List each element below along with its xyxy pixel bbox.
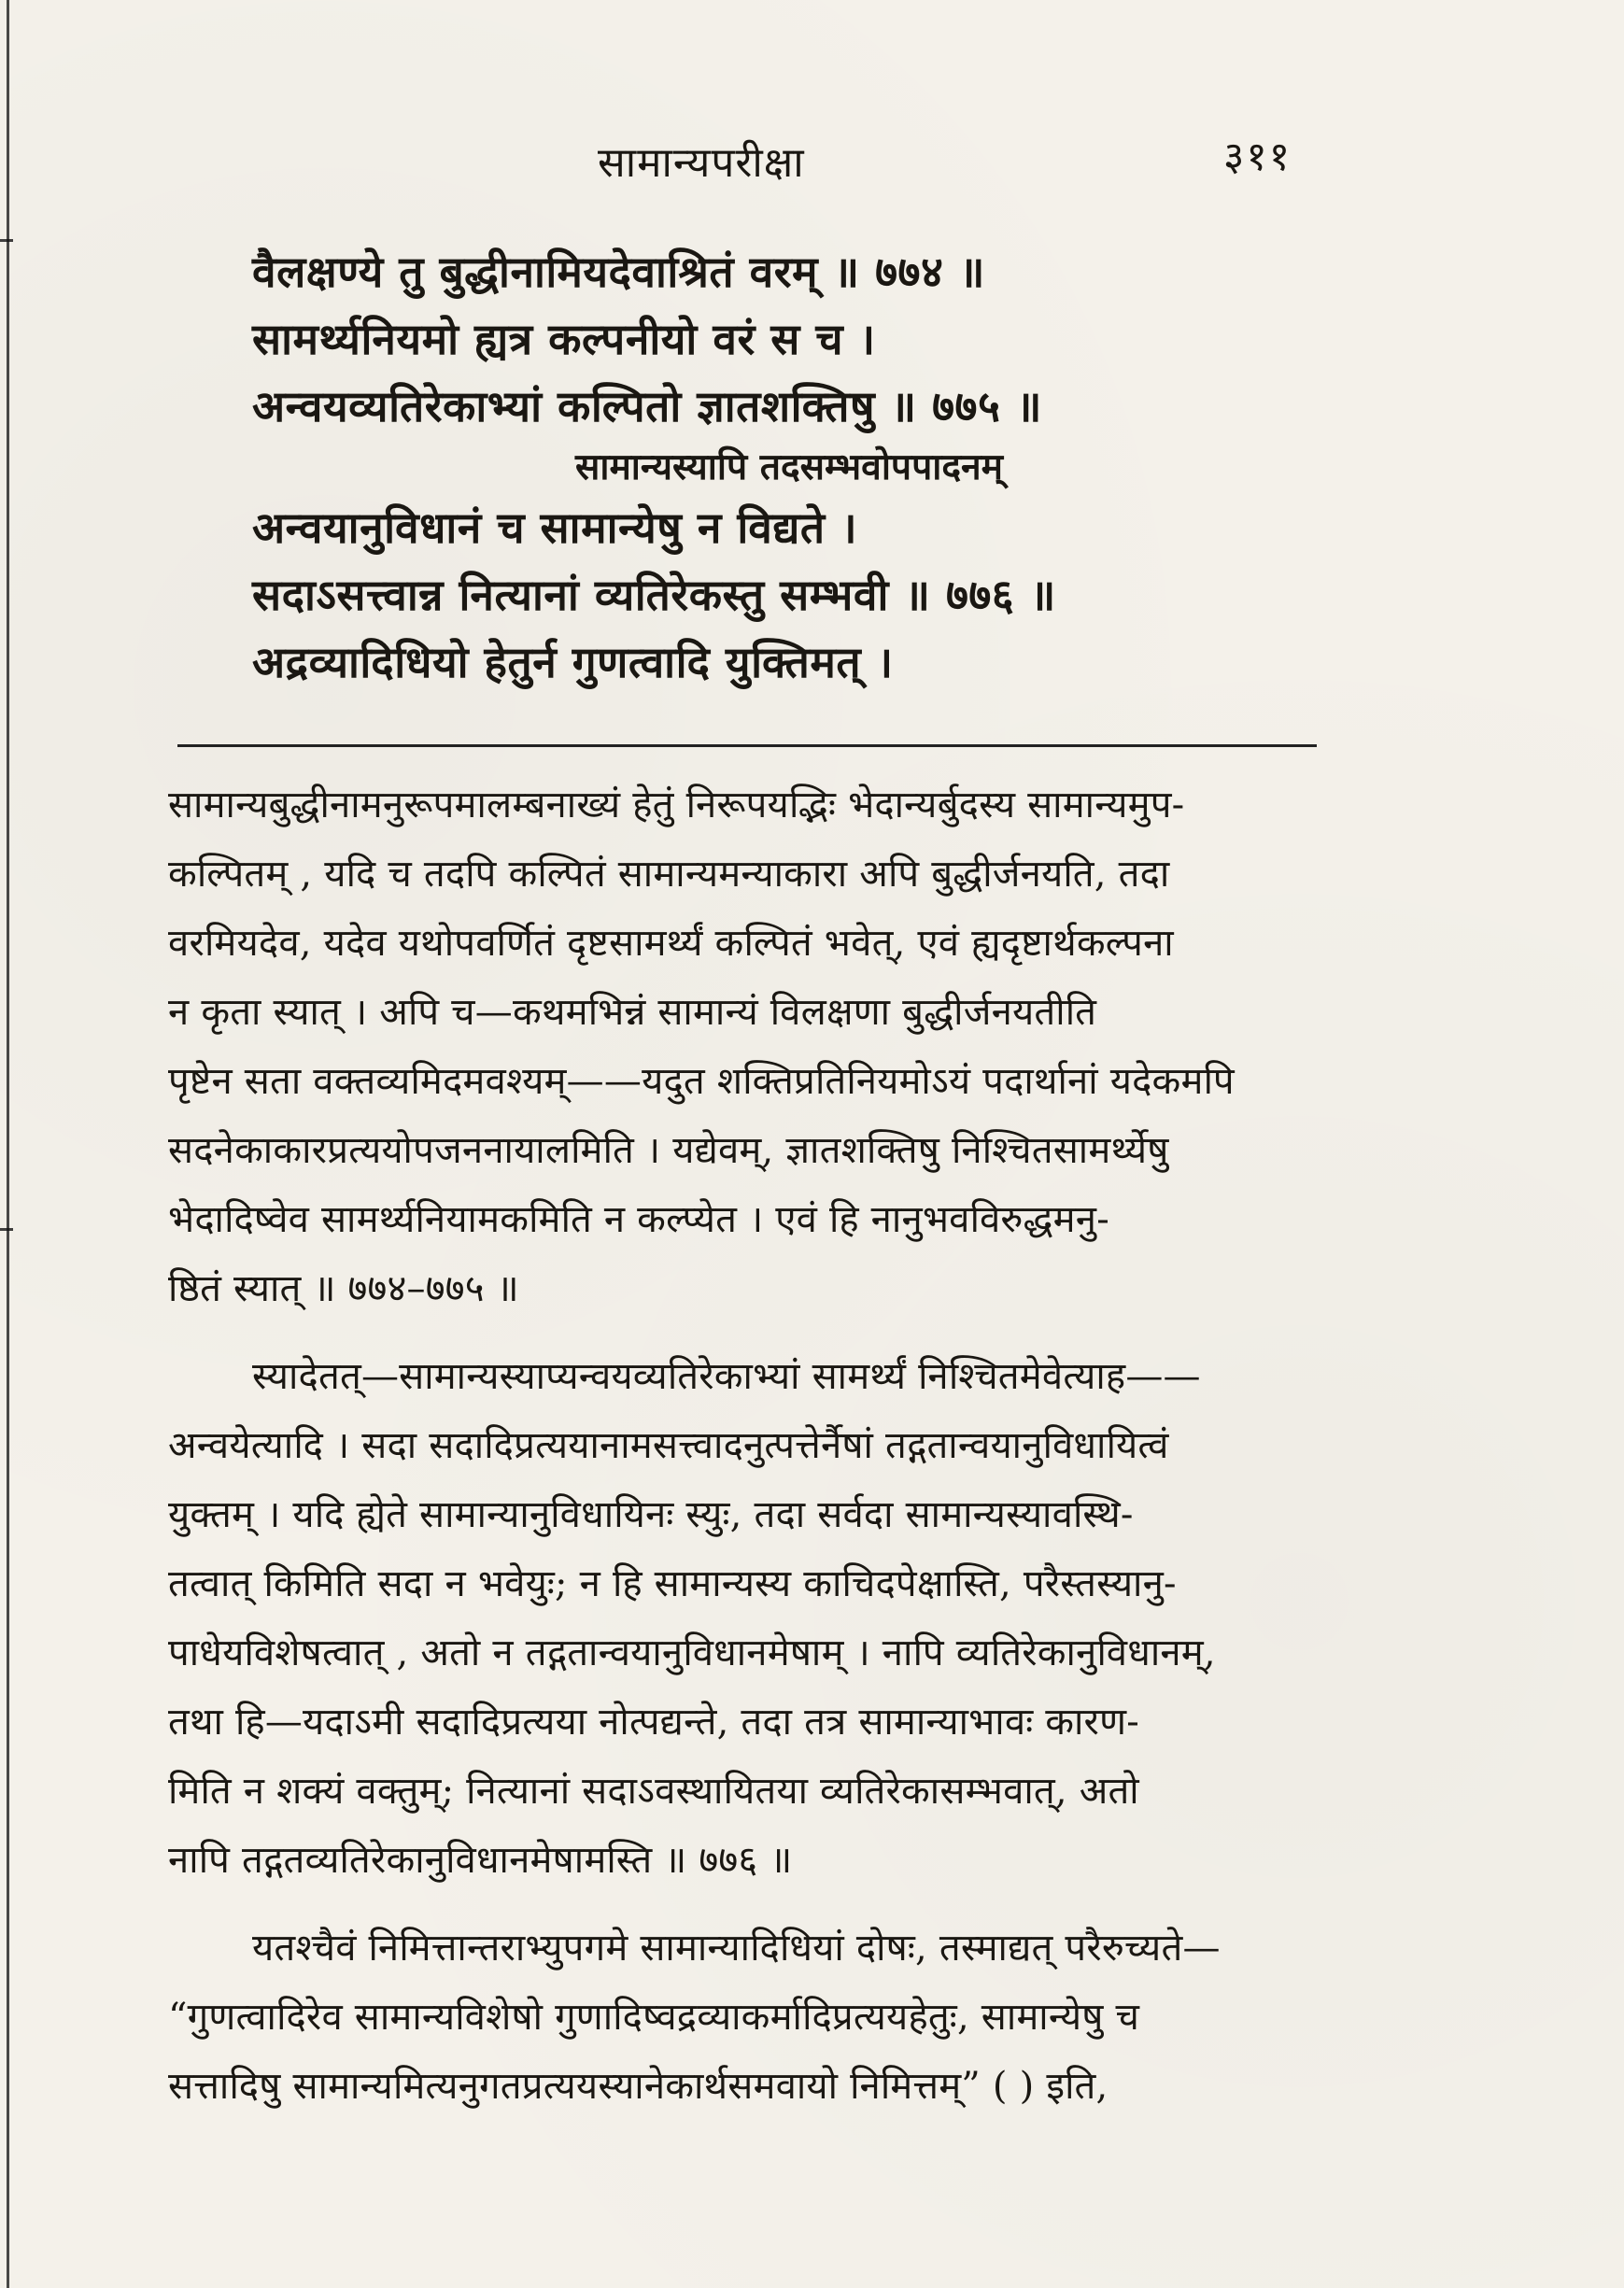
page-number: ३११ bbox=[1223, 134, 1292, 180]
commentary-line: युक्तम् । यदि ह्येते सामान्यानुविधायिनः स्युः, तदा सर्वदा सामान्यस्यावस्थि- bbox=[168, 1493, 1134, 1536]
scan-edge-mark bbox=[0, 239, 13, 242]
commentary-paragraph-2 bbox=[168, 1342, 1331, 1895]
running-header: सामान्यपरीक्षा bbox=[598, 139, 805, 187]
verse-block bbox=[252, 238, 1289, 696]
commentary-line: नापि तद्गतव्यतिरेकानुविधानमेषामस्ति ॥ ७७६ ॥ bbox=[168, 1839, 793, 1882]
commentary-line: अन्वयेत्यादि । सदा सदादिप्रत्ययानामसत्त्वादनुत्पत्तेर्नैषां तद्गतान्वयानुविधायित्वं bbox=[168, 1424, 1169, 1467]
commentary-line: मिति न शक्यं वक्तुम्; नित्यानां सदाऽवस्थायितया व्यतिरेकासम्भवात्, अतो bbox=[168, 1770, 1139, 1813]
section-heading: सामान्यस्यापि तदसम्भवोपपादनम् bbox=[574, 445, 1004, 488]
verse-line: वैलक्षण्ये तु बुद्धीनामियदेवाश्रितं वरम् ॥ ७७४ ॥ bbox=[252, 247, 985, 297]
commentary-line: वरमियदेव, यदेव यथोपवर्णितं दृष्टसामर्थ्यं कल्पितं भवेत्, एवं ह्यदृष्टार्थकल्पना bbox=[168, 922, 1174, 965]
commentary-line: सामान्यबुद्धीनामनुरूपमालम्बनाख्यं हेतुं निरूपयद्भिः भेदान्यर्बुदस्य सामान्यमुप- bbox=[168, 784, 1185, 826]
commentary-line: “गुणत्वादिरेव सामान्यविशेषो गुणादिष्वद्रव्याकर्मादिप्रत्ययहेतुः, सामान्येषु च bbox=[168, 1996, 1140, 2039]
verse-line: सामर्थ्यनियमो ह्यत्र कल्पनीयो वरं स च । bbox=[252, 314, 876, 364]
commentary-line: पाधेयविशेषत्वात् , अतो न तद्गतान्वयानुविधानमेषाम् । नापि व्यतिरेकानुविधानम्, bbox=[168, 1631, 1216, 1674]
commentary-line: तथा हि—यदाऽमी सदादिप्रत्यया नोत्पद्यन्ते, तदा तत्र सामान्याभावः कारण- bbox=[168, 1701, 1139, 1744]
commentary-line: न कृता स्यात् । अपि च—कथमभिन्नं सामान्यं विलक्षणा बुद्धीर्जनयतीति bbox=[168, 991, 1097, 1034]
scan-edge-mark bbox=[0, 1228, 13, 1231]
commentary-block bbox=[168, 770, 1331, 2140]
verse-commentary-divider bbox=[177, 744, 1317, 747]
commentary-paragraph-3 bbox=[168, 1914, 1331, 2121]
commentary-line: स्यादेतत्—सामान्यस्याप्यन्वयव्यतिरेकाभ्यां सामर्थ्यं निश्चितमेवेत्याह—— bbox=[252, 1355, 1201, 1398]
verse-line: सदाऽसत्त्वान्न नित्यानां व्यतिरेकस्तु सम्भवी ॥ ७७६ ॥ bbox=[252, 570, 1056, 620]
commentary-line: सदनेकाकारप्रत्ययोपजननायालमिति । यद्येवम्, ज्ञातशक्तिषु निश्चितसामर्थ्येषु bbox=[168, 1129, 1169, 1172]
verse-line: अन्वयव्यतिरेकाभ्यां कल्पितो ज्ञातशक्तिषु ॥ ७७५ ॥ bbox=[252, 381, 1042, 431]
commentary-line: ष्ठितं स्यात् ॥ ७७४–७७५ ॥ bbox=[168, 1267, 519, 1310]
commentary-line: सत्तादिषु सामान्यमित्यनुगतप्रत्ययस्यानेकार्थसमवायो निमित्तम्” ( ) इति, bbox=[168, 2065, 1109, 2108]
verse-line: अद्रव्यादिधियो हेतुर्न गुणत्वादि युक्तिमत् । bbox=[252, 637, 894, 687]
commentary-line: पृष्टेन सता वक्तव्यमिदमवश्यम्——यदुत शक्तिप्रतिनियमोऽयं पदार्थानां यदेकमपि bbox=[168, 1060, 1235, 1103]
commentary-line: तत्वात् किमिति सदा न भवेयुः; न हि सामान्यस्य काचिदपेक्षास्ति, परैस्तस्यानु- bbox=[168, 1562, 1177, 1605]
commentary-paragraph-1 bbox=[168, 770, 1331, 1323]
commentary-line: भेदादिष्वेव सामर्थ्यनियामकमिति न कल्प्येत । एवं हि नानुभवविरुद्धमनु- bbox=[168, 1198, 1109, 1241]
commentary-line: कल्पितम् , यदि च तदपि कल्पितं सामान्यमन्याकारा अपि बुद्धीर्जनयति, तदा bbox=[168, 853, 1170, 896]
verse-line: अन्वयानुविधानं च सामान्येषु न विद्यते । bbox=[252, 502, 858, 553]
scan-border-line bbox=[7, 0, 9, 2288]
commentary-line: यतश्चैवं निमित्तान्तराभ्युपगमे सामान्यादिधियां दोषः, तस्माद्यत् परैरुच्यते— bbox=[252, 1927, 1221, 1970]
